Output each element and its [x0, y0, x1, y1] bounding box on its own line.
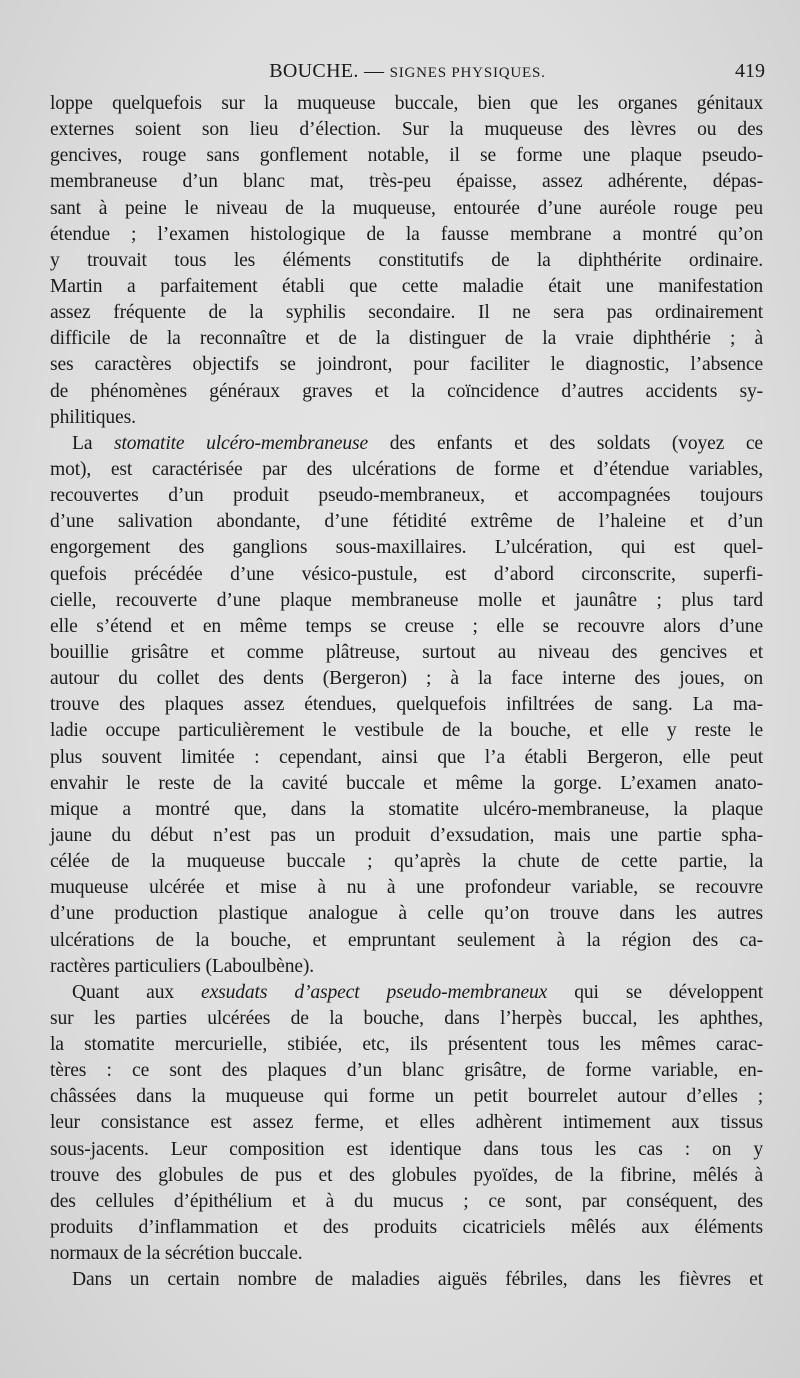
text-segment: des enfants et des soldats (voyez ce	[368, 432, 763, 454]
text-line: Dans un certain nombre de maladies aiguës fébriles, dans les fièvres et	[72, 1269, 763, 1291]
page-number: 419	[735, 60, 765, 82]
text-line: quefois précédée d’une vésico-pustule, est d’abord circonscrite, superfi-	[50, 563, 763, 585]
text-line: sant à peine le niveau de la muqueuse, entourée d’une auréole rouge peu	[50, 197, 763, 219]
text-line: autour du collet des dents (Bergeron) ; à la face interne des joues, on	[50, 668, 763, 690]
text-line: normaux de la sécrétion buccale.	[50, 1243, 303, 1265]
text-line: ses caractères objectifs se joindront, pour faciliter le diagnostic, l’absence	[50, 354, 763, 376]
header-subsection: SIGNES PHYSIQUES.	[389, 65, 546, 81]
text-line: philitiques.	[50, 406, 136, 428]
text-line: célée de la muqueuse buccale ; qu’après la chute de cette partie, la	[50, 851, 763, 873]
text-line: de phénomènes généraux graves et la coïncidence d’autres accidents sy-	[50, 380, 763, 402]
text-line: membraneuse d’un blanc mat, très-peu épaisse, assez adhérente, dépas-	[50, 171, 763, 193]
text-line: ulcérations de la bouche, et empruntant seulement à la région des ca-	[50, 929, 763, 951]
italic-term: stomatite ulcéro-membraneuse	[113, 432, 369, 454]
text-line: recouvertes d’un produit pseudo-membraneux, et accompagnées toujours	[50, 485, 763, 507]
header-section: BOUCHE.	[269, 60, 359, 82]
text-line: châssées dans la muqueuse qui forme un petit bourrelet autour d’elles ;	[50, 1086, 763, 1108]
text-line: y trouvait tous les éléments constitutifs de la diphthérite ordinaire.	[50, 249, 763, 271]
text-line: bouillie grisâtre et comme plâtreuse, surtout au niveau des gencives et	[50, 641, 763, 663]
text-segment: La	[72, 432, 114, 454]
text-line: d’une production plastique analogue à celle qu’on trouve dans les autres	[50, 903, 763, 925]
text-line: sur les parties ulcérées de la bouche, dans l’herpès buccal, les aphthes,	[50, 1007, 763, 1029]
text-line: produits d’inflammation et des produits cicatriciels mêlés aux éléments	[50, 1217, 763, 1239]
text-line: envahir le reste de la cavité buccale et même la gorge. L’examen anato-	[50, 772, 763, 794]
text-line: mot), est caractérisée par des ulcérations de forme et d’étendue variables,	[50, 458, 763, 480]
text-line: cielle, recouverte d’une plaque membraneuse molle et jaunâtre ; plus tard	[50, 589, 763, 611]
text-line: plus souvent limitée : cependant, ainsi que l’a établi Bergeron, elle peut	[50, 746, 763, 768]
header-separator: —	[363, 60, 385, 82]
text-segment: qui se développent	[547, 981, 763, 1003]
running-header	[50, 56, 765, 86]
body-text	[50, 91, 763, 1293]
text-line	[50, 431, 763, 457]
text-line: muqueuse ulcérée et mise à nu à une profondeur variable, se recouvre	[50, 877, 763, 899]
text-line: trouve des globules de pus et des globules pyoïdes, de la fibrine, mêlés à	[50, 1164, 763, 1186]
text-line: gencives, rouge sans gonflement notable, il se forme une plaque pseudo-	[50, 145, 763, 167]
text-line: trouve des plaques assez étendues, quelquefois infiltrées de sang. La ma-	[50, 694, 763, 716]
text-line: engorgement des ganglions sous-maxillaires. L’ulcération, qui est quel-	[50, 537, 763, 559]
text-line: Martin a parfaitement établi que cette maladie était une manifestation	[50, 275, 763, 297]
text-line: externes soient son lieu d’élection. Sur la muqueuse des lèvres ou des	[50, 119, 763, 141]
text-line: tères : ce sont des plaques d’un blanc grisâtre, de forme variable, en-	[50, 1060, 763, 1082]
text-line: d’une salivation abondante, d’une fétidité extrême de l’haleine et d’un	[50, 511, 763, 533]
text-line	[50, 980, 763, 1006]
text-line: la stomatite mercurielle, stibiée, etc, ils présentent tous les mêmes carac-	[50, 1034, 763, 1056]
text-line: étendue ; l’examen histologique de la fausse membrane a montré qu’on	[50, 223, 763, 245]
text-line: mique a montré que, dans la stomatite ulcéro-membraneuse, la plaque	[50, 798, 763, 820]
text-line: jaune du début n’est pas un produit d’exsudation, mais une partie spha-	[50, 824, 763, 846]
text-line: ractères particuliers (Laboulbène).	[50, 955, 315, 977]
text-line: sous-jacents. Leur composition est identique dans tous les cas : on y	[50, 1138, 763, 1160]
text-line: elle s’étend et en même temps se creuse ; elle se recouvre alors d’une	[50, 615, 763, 637]
text-line: ladie occupe particulièrement le vestibule de la bouche, et elle y reste le	[50, 720, 763, 742]
text-line: difficile de la reconnaître et de la distinguer de la vraie diphthérie ; à	[50, 328, 763, 350]
header-title	[50, 56, 765, 88]
text-line: assez fréquente de la syphilis secondaire. Il ne sera pas ordinairement	[50, 302, 763, 324]
text-line: leur consistance est assez ferme, et elles adhèrent intimement aux tissus	[50, 1112, 763, 1134]
text-segment: Quant aux	[72, 981, 202, 1003]
text-line: loppe quelquefois sur la muqueuse buccale, bien que les organes génitaux	[50, 93, 763, 114]
text-line: des cellules d’épithélium et à du mucus ; ce sont, par conséquent, des	[50, 1190, 763, 1212]
italic-term: exsudats d’aspect pseudo-membraneux	[201, 981, 548, 1003]
